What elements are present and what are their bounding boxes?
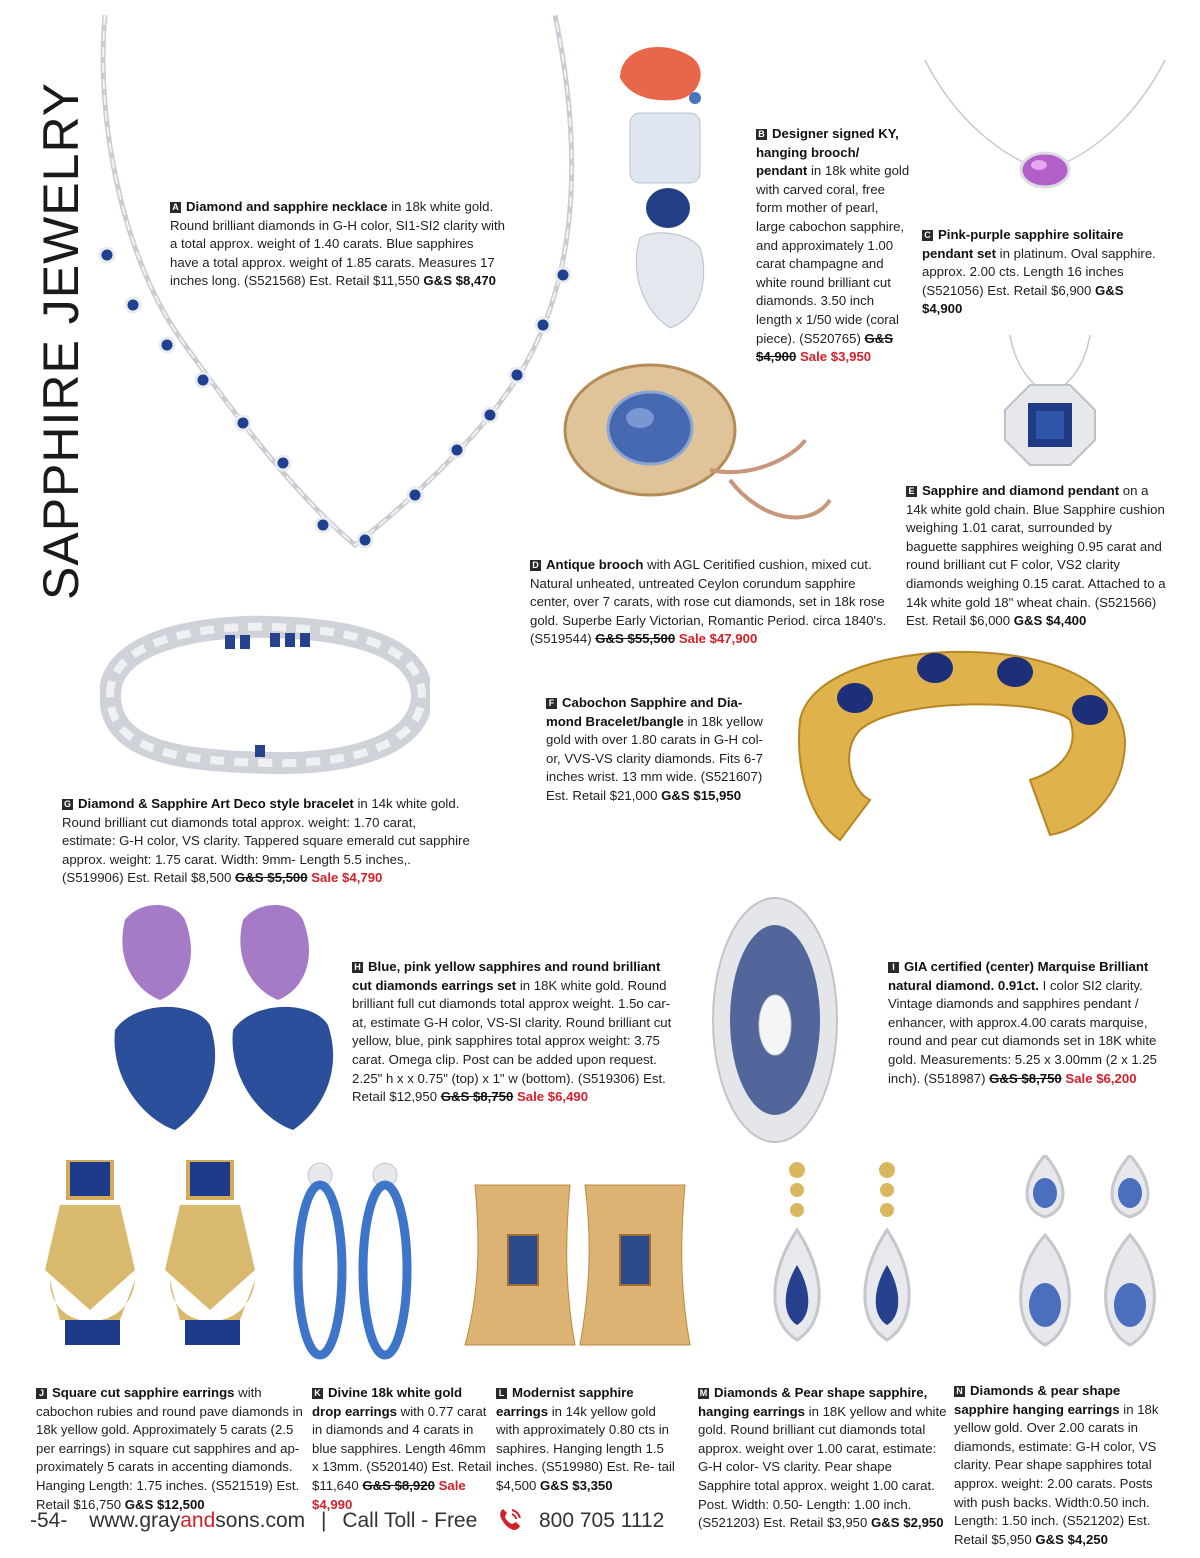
website-suffix: sons.com — [215, 1509, 306, 1532]
item-body: in 18k white gold with carved coral, free form mother of pearl, large cabochon sapphire, and approximately 1.00 carat champagne and white round brilliant cut diamonds. 3.50 inch length x 1/50 wide (coral piece). (S520765) — [756, 163, 910, 346]
item-letter-badge: I — [888, 962, 899, 973]
gs-price: $15,950 — [693, 787, 742, 803]
item-body: in 18k yellow gold with over 1.80 carats in G-H col- or, VVS-VS clarity diamonds. Fits 6-7 inches wrist. 13 mm wide. (S521607) Est. Retail $21,000 — [546, 713, 763, 803]
item-title: Pink-purple sapphire solitaire pendant set — [922, 227, 1124, 261]
item-body: in 18k white gold. Round brilliant diamonds in G-H color, SI1-SI2 clarity with a total approx. weight of 1.40 carats. Blue sapphires have a total approx. weight of 1.85 carats. Measures 17 inches long. (S521568) Est. Retail $11,550 — [170, 199, 505, 289]
item-c-description — [922, 226, 1167, 319]
phone-number[interactable]: 800 705 1112 — [538, 1509, 665, 1532]
item-k-description — [312, 1384, 492, 1514]
gs-price: $4,400 — [1046, 613, 1087, 629]
item-i-description — [888, 958, 1163, 1088]
item-body: in 14k white gold. Round brilliant cut diamonds total approx. weight: 1.70 carat, estimate: G-H color, VS clarity. Tappered square emerald cut sapphire approx. weight: 1.75 carat. Width: 9mm- Length 5.5 inches,. (S519906) Est. Retail $8,500 — [62, 796, 470, 886]
pear-shape-earrings-image — [755, 1160, 930, 1360]
item-letter-badge: E — [906, 486, 917, 497]
item-letter-badge: H — [352, 962, 363, 973]
item-n-description — [954, 1382, 1169, 1549]
gs-price: $3,350 — [572, 1477, 613, 1493]
gs-label: G&S — [540, 1477, 569, 1493]
item-body: with cabochon rubies and round pave diamonds in 18k yellow gold. Approximately 5 carats (2.5 per earrings) in square cut sapphires and ap- proximately 5 carats in accenting diamonds. Hanging Length: 1.75 inches. (S521519) Est. Retail $16,750 — [36, 1385, 303, 1512]
item-body: with AGL Ceritified cushion, mixed cut. Natural unheated, untreated Ceylon corundum sapphire center, over 7 carats, with rose cut diamonds, set in 18k rose gold. Superbe Early Victorian, Romantic Period. circa 1840's. (S519544) — [530, 557, 887, 647]
gs-price: $2,950 — [903, 1515, 944, 1531]
item-letter-badge: B — [756, 129, 767, 140]
sale-price: Sale $47,900 — [678, 631, 758, 647]
pink-blue-sapphire-earrings-image — [105, 890, 345, 1140]
modernist-earrings-image — [460, 1180, 695, 1350]
item-l-description — [496, 1384, 681, 1496]
gs-price: $8,470 — [455, 273, 497, 289]
sale-price: Sale $3,950 — [800, 349, 872, 365]
regular-price-struck: G&S $8,750 — [989, 1070, 1062, 1086]
item-body: in 14k yellow gold with approximately 0.80 cts in saphires. Hanging length 1.5 inches. (S519980) Est. Re- tail $4,500 — [496, 1403, 675, 1493]
sale-price: Sale $4,990 — [312, 1477, 466, 1512]
regular-price-struck: G&S $55,500 — [595, 631, 676, 647]
sale-price: Sale $6,200 — [1065, 1070, 1137, 1086]
item-g-description — [62, 795, 472, 888]
square-cut-sapphire-earrings-image — [40, 1160, 280, 1360]
item-letter-badge: D — [530, 560, 541, 571]
item-body: in 18k yellow gold. Over 2.00 carats in diamonds, estimate: G-H color, VS clarity. Pear shape sapphires total approx. weight: 2.00 carats. Posts with push backs. Width:0.50 inch. Length: 1.50 inch. (S521202) Est. Retail $5,950 — [954, 1401, 1159, 1547]
item-body: in 18K yellow and white gold. Round brilliant cut diamonds total approx. weight over 1.00 carat, estimate: G-H color- VS clarity. Pear shape Sapphire total approx. weight 1.00 carat. Post. Width: 0.50- Length: 1.00 inch. (S521203) Est. Retail $3,950 — [698, 1403, 947, 1531]
website-prefix: www.gray — [89, 1509, 181, 1532]
phone-icon — [495, 1504, 525, 1534]
item-letter-badge: K — [312, 1388, 323, 1399]
gs-price: $4,900 — [922, 301, 963, 317]
art-deco-bracelet-image — [100, 615, 430, 775]
item-title: Cabochon Sapphire and Dia- mond Bracelet/bangle — [546, 695, 743, 729]
item-f-description — [546, 694, 771, 806]
item-title: Antique brooch — [546, 557, 644, 572]
regular-price-struck: G&S $8,920 — [362, 1477, 435, 1493]
item-letter-badge: N — [954, 1386, 965, 1397]
item-letter-badge: G — [63, 799, 71, 809]
gs-label: G&S — [661, 787, 690, 803]
item-b-description — [756, 125, 911, 367]
website-and: and — [180, 1509, 216, 1532]
marquise-pendant-image — [700, 885, 850, 1150]
item-title: Sapphire and diamond pendant — [922, 483, 1120, 498]
item-letter-badge: M — [699, 1388, 708, 1398]
item-title: Designer signed KY, hanging brooch/ pendant — [756, 126, 899, 179]
gs-label: G&S — [871, 1515, 900, 1531]
sapphire-diamond-pendant-image — [990, 335, 1110, 475]
gs-label: G&S — [1013, 613, 1043, 629]
item-a-description — [170, 198, 505, 291]
item-title: Diamond & Sapphire Art Deco style bracelet — [78, 796, 354, 811]
item-body: in platinum. Oval sapphire. approx. 2.00 cts. Length 16 inches (S521056) Est. Retail $6,900 — [922, 245, 1156, 298]
item-title: Diamond and sapphire necklace — [186, 199, 388, 214]
item-e-description — [906, 482, 1166, 631]
item-h-description — [352, 958, 672, 1107]
page-footer — [30, 1503, 730, 1539]
item-title: Blue, pink yellow sapphires and round brilliant cut diamonds earrings set — [352, 959, 661, 993]
regular-price-struck: G&S $8,750 — [440, 1089, 514, 1105]
gs-label: G&S — [1095, 282, 1124, 298]
cabochon-bangle-image — [780, 640, 1140, 850]
regular-price-struck: G&S $5,500 — [235, 870, 308, 886]
item-body: in 18K white gold. Round brilliant full cut diamonds total approx weight. 1.5o car- at, estimate G-H color, VS-SI clarity. Round brilliant cut yellow, blue, pink sapphires total approx weight: 3.75 carat. Omega clip. Post can be added upon request. 2.25" h x x 0.75" (top) x 1" w (bottom). (S519306) Est. Retail $12,950 — [352, 977, 672, 1105]
footer-separator: | — [321, 1509, 327, 1532]
pear-shape-hanging-earrings-image — [1010, 1155, 1170, 1355]
sale-price: Sale $6,490 — [516, 1089, 589, 1105]
gs-label: G&S — [423, 273, 452, 289]
gs-label: G&S — [124, 1496, 154, 1512]
item-letter-badge: A — [170, 202, 181, 213]
gs-price: $4,250 — [1067, 1531, 1108, 1547]
item-title: Diamonds & pear shape sapphire hanging earrings — [954, 1383, 1121, 1417]
call-label: Call Toll - Free — [342, 1509, 478, 1532]
page-title: SAPPHIRE JEWELRY — [33, 81, 89, 600]
item-letter-badge: L — [496, 1388, 507, 1399]
item-letter-badge: J — [36, 1388, 47, 1399]
item-letter-badge: C — [922, 230, 933, 241]
item-m-description — [698, 1384, 948, 1533]
item-letter-badge: F — [546, 698, 557, 709]
antique-brooch-image — [560, 360, 850, 550]
item-body: on a 14k white gold chain. Blue Sapphire cushion weighing 1.01 carat, surrounded by baguette sapphires weighing 0.95 carat and round brilliant cut F color, VS2 clarity diamonds weighing 0.15 carat. Attached to a 14k white gold 18" wheat chain. (S521566) Est. Retail $6,000 — [906, 483, 1166, 629]
gs-price: $12,500 — [156, 1496, 205, 1512]
item-d-description — [530, 556, 890, 649]
item-title: Square cut sapphire earrings — [52, 1385, 235, 1400]
item-body: I color SI2 clarity. Vintage diamonds and sapphires pendant / enhancer, with approx.4.00 carats marquise, round and pear cut diamonds set in 18K white gold. Measurements: 5.25 x 3.00mm (2 x 1.25 inch). (S518987) — [888, 977, 1158, 1086]
item-title: GIA certified (center) Marquise Brilliant natural diamond. 0.91ct. — [888, 959, 1149, 993]
gs-label: G&S — [1035, 1531, 1064, 1547]
hanging-brooch-image — [600, 38, 740, 338]
item-j-description — [36, 1384, 306, 1514]
page-number: -54- — [30, 1509, 68, 1532]
item-title: Divine 18k white gold drop earrings — [312, 1385, 463, 1419]
regular-price-struck: G&S $4,900 — [756, 330, 894, 365]
item-body: with 0.77 carat in diamonds and 4 carats in blue sapphires. Length 46mm x 13mm. (S520140) Est. Retail $11,640 — [312, 1403, 492, 1493]
website-link[interactable] — [89, 1509, 305, 1532]
drop-earrings-image — [285, 1160, 425, 1365]
item-title: Diamonds & Pear shape sapphire, hanging earrings — [698, 1385, 928, 1419]
sale-price: Sale $4,790 — [311, 870, 383, 886]
pink-sapphire-pendant-image — [915, 60, 1175, 200]
item-title: Modernist sapphire earrings — [496, 1385, 634, 1419]
